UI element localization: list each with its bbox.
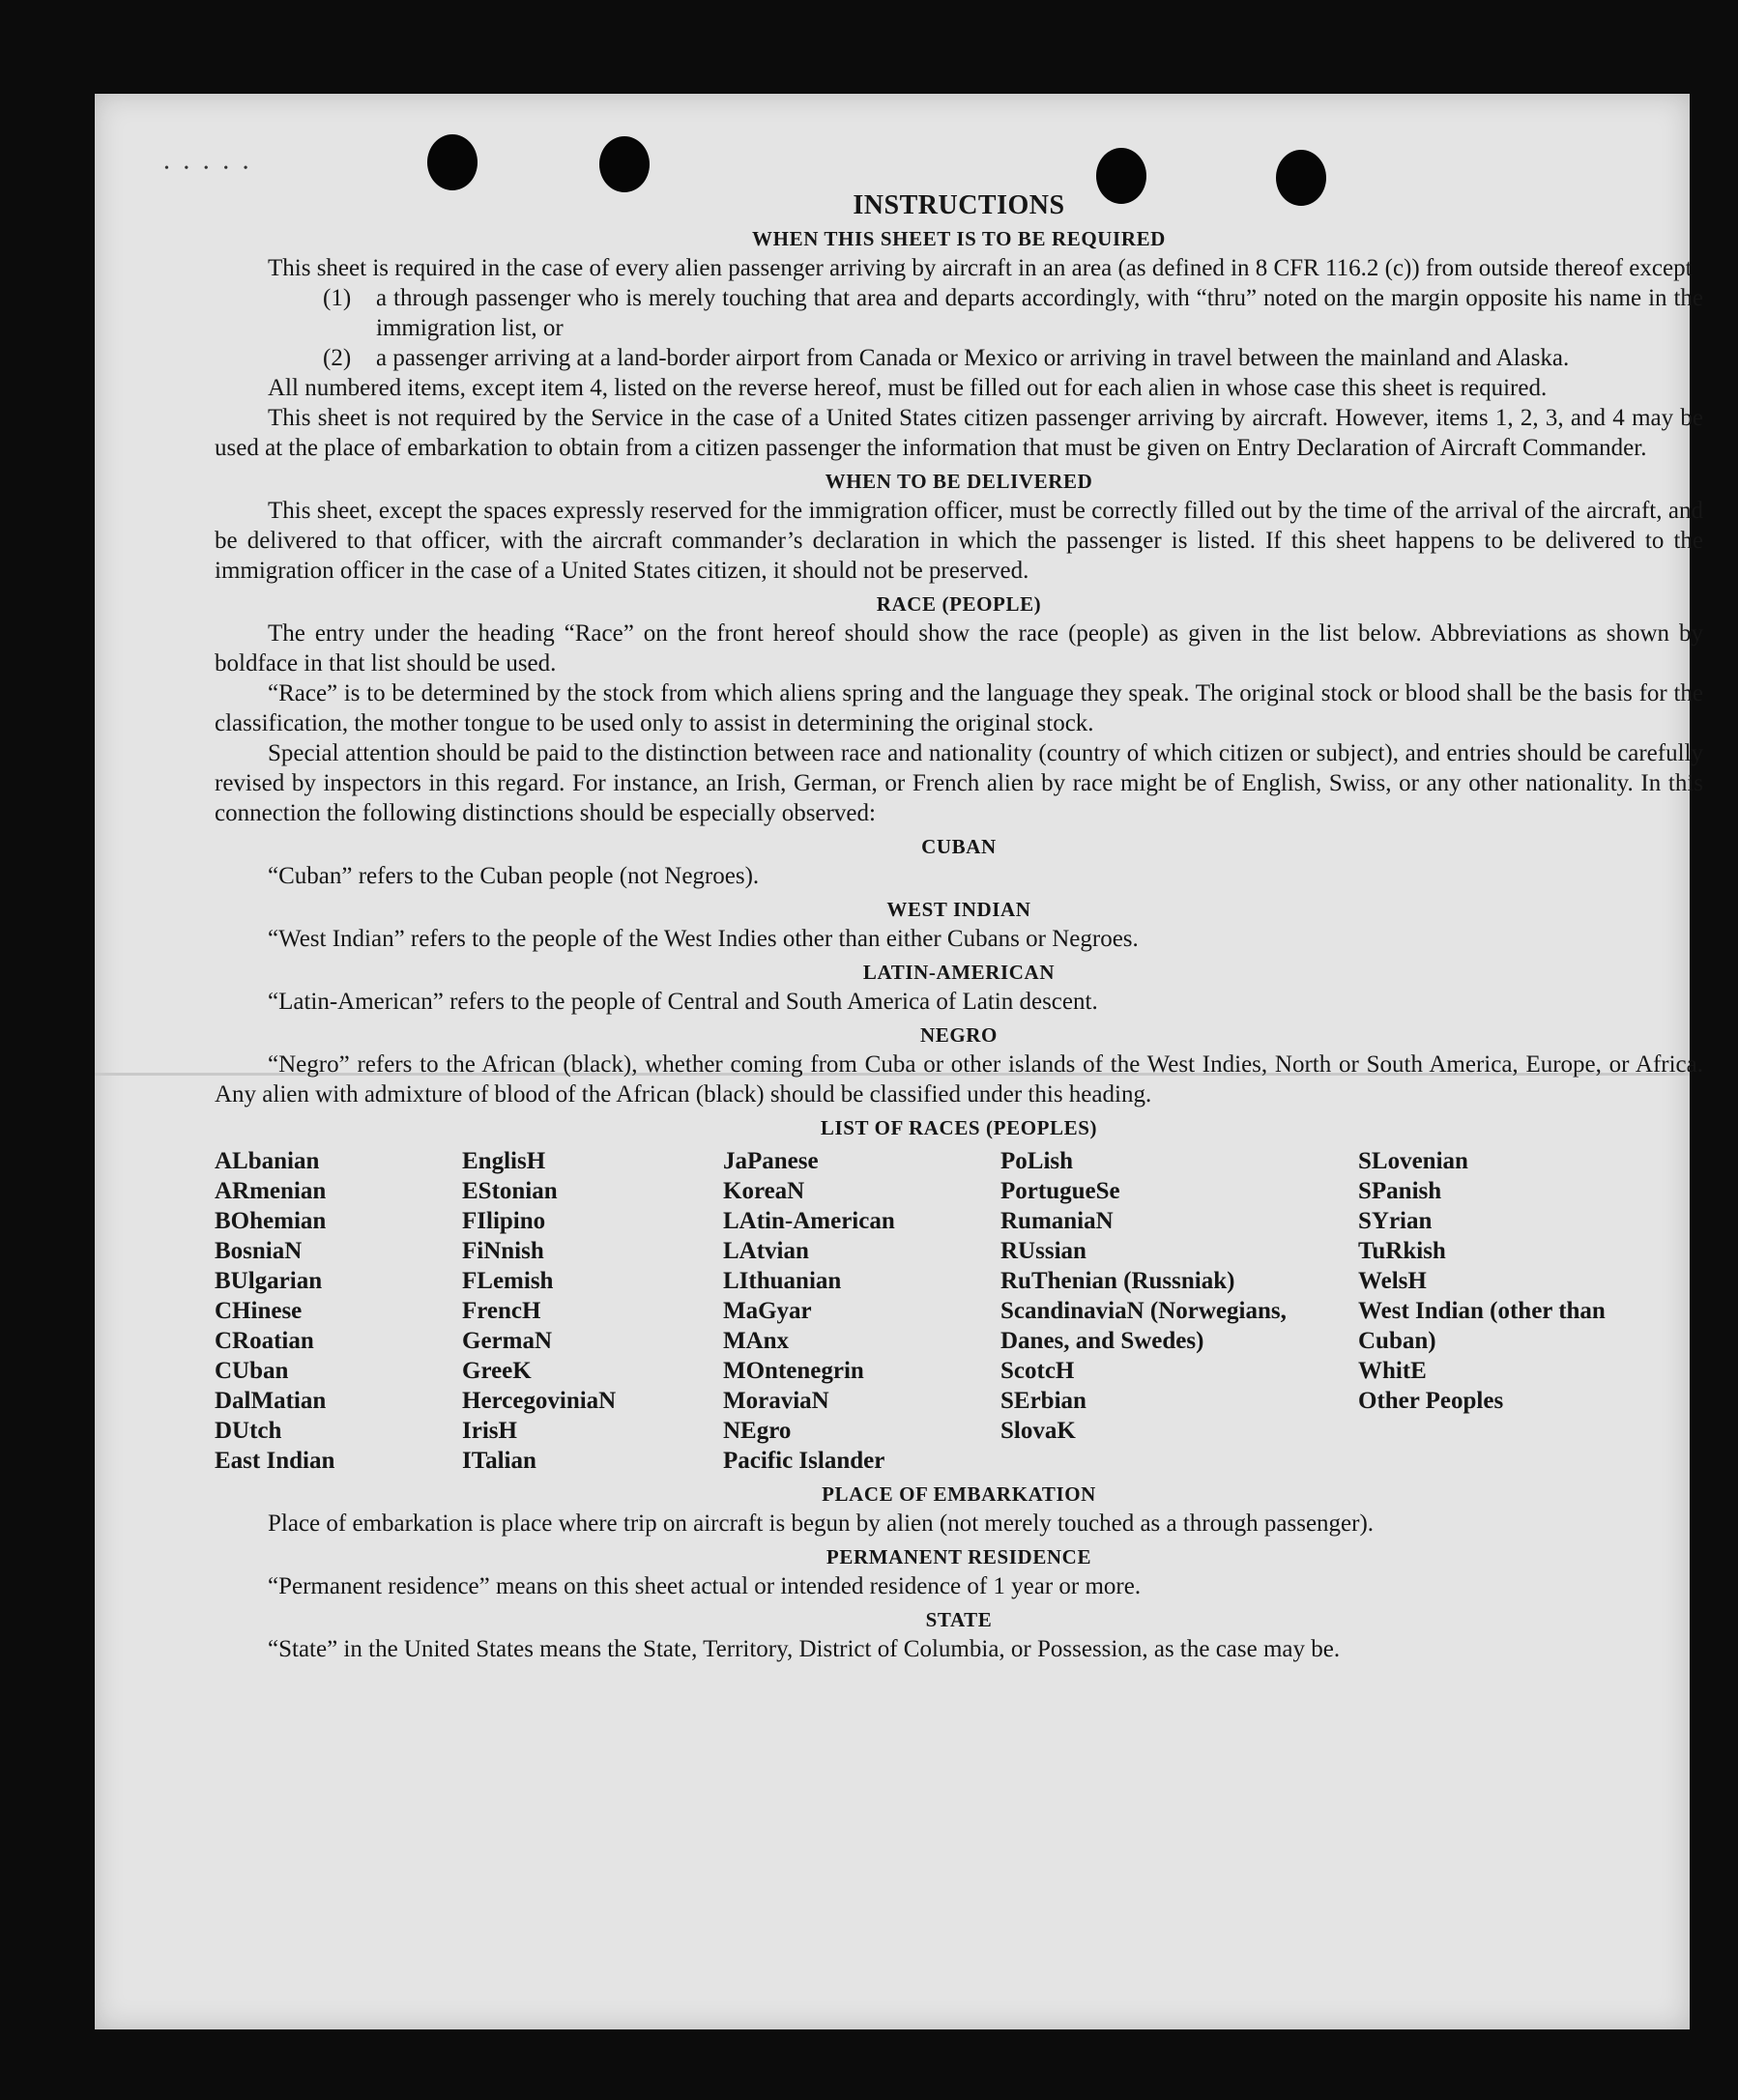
- race-item: BOhemian: [215, 1208, 327, 1234]
- section-heading-latin-american: LATIN-AMERICAN: [862, 961, 1056, 984]
- margin-dots: • • • • •: [164, 161, 254, 176]
- paragraph: The entry under the heading “Race” on the front hereof should show the race (people) as given in the list below. Abbreviations as shown by boldface in that list should be used.: [215, 620, 1703, 676]
- race-item: ARmenian: [215, 1178, 327, 1204]
- paragraph: “Permanent residence” means on this sheet actual or intended residence of 1 year or more.: [268, 1573, 1142, 1599]
- race-item: ScotcH: [1000, 1358, 1075, 1384]
- race-item: LAtvian: [723, 1238, 809, 1264]
- paragraph: “State” in the United States means the State, Territory, District of Columbia, or Possession, as the case may be.: [268, 1636, 1341, 1662]
- race-item: SYrian: [1358, 1208, 1433, 1234]
- paragraph: All numbered items, except item 4, listed on the reverse hereof, must be filled out for each alien in whose case this sheet is required.: [268, 375, 1548, 401]
- race-item: SPanish: [1358, 1178, 1442, 1204]
- race-item: RumaniaN: [1000, 1208, 1114, 1234]
- race-item: SlovaK: [1000, 1418, 1076, 1444]
- race-item: HercegoviniaN: [462, 1388, 617, 1414]
- race-item: TuRkish: [1358, 1238, 1446, 1264]
- paragraph: “Latin-American” refers to the people of Central and South America of Latin descent.: [268, 989, 1098, 1015]
- race-item: RUssian: [1000, 1238, 1086, 1264]
- race-item: PortugueSe: [1000, 1178, 1120, 1204]
- paragraph: This sheet is not required by the Service in the case of a United States citizen passenger arriving by aircraft. However, items 1, 2, 3, and 4 may be used at the place of embarkation to obtain from a citizen passenger the information that must be given on Entry Declaration of Aircraft Commander.: [215, 405, 1703, 461]
- race-item: MOntenegrin: [723, 1358, 864, 1384]
- paragraph: This sheet is required in the case of every alien passenger arriving by aircraft in an area (as defined in 8 CFR 116.2 (c)) from outside thereof except: [268, 255, 1693, 281]
- race-item: CRoatian: [215, 1328, 314, 1354]
- race-item: MoraviaN: [723, 1388, 829, 1414]
- section-heading-race: RACE (PEOPLE): [876, 592, 1042, 616]
- race-item: MaGyar: [723, 1298, 812, 1324]
- race-column: [723, 1146, 1000, 1476]
- race-item: CHinese: [215, 1298, 303, 1324]
- punch-hole: [599, 136, 650, 192]
- race-item: KoreaN: [723, 1178, 805, 1204]
- race-item: WelsH: [1358, 1268, 1427, 1294]
- section-heading-west-indian: WEST INDIAN: [886, 898, 1031, 921]
- paragraph: “West Indian” refers to the people of the West Indies other than either Cubans or Negroes.: [268, 926, 1139, 952]
- race-item: SLovenian: [1358, 1148, 1468, 1174]
- race-item: LIthuanian: [723, 1268, 842, 1294]
- race-item: JaPanese: [723, 1148, 819, 1174]
- paragraph: “Cuban” refers to the Cuban people (not Negroes).: [268, 863, 760, 889]
- race-item: SErbian: [1000, 1388, 1086, 1414]
- race-item: DalMatian: [215, 1388, 327, 1414]
- race-item: WhitE: [1358, 1358, 1427, 1384]
- race-item: NEgro: [723, 1418, 792, 1444]
- item-text: a passenger arriving at a land-border airport from Canada or Mexico or arriving in travel between the mainland and Alaska.: [376, 345, 1570, 371]
- section-heading-place-of-embarkation: PLACE OF EMBARKATION: [822, 1482, 1096, 1506]
- race-item: West Indian (other than Cuban): [1358, 1298, 1606, 1354]
- race-item: FrencH: [462, 1298, 541, 1324]
- section-heading-list-of-races: LIST OF RACES (PEOPLES): [820, 1116, 1098, 1139]
- paragraph: “Race” is to be determined by the stock from which aliens spring and the language they speak. The original stock or blood shall be the basis for the classification, the mother tongue to be used only to assist in determining the original stock.: [215, 680, 1703, 736]
- section-heading-state: STATE: [925, 1608, 993, 1631]
- race-item: East Indian: [215, 1448, 335, 1474]
- race-item: GreeK: [462, 1358, 532, 1384]
- race-item: EStonian: [462, 1178, 558, 1204]
- page-title: INSTRUCTIONS: [853, 190, 1065, 220]
- numbered-item: [323, 283, 1703, 343]
- race-item: IrisH: [462, 1418, 517, 1444]
- race-item: CUban: [215, 1358, 289, 1384]
- race-item: BosniaN: [215, 1238, 303, 1264]
- section-heading-when-required: WHEN THIS SHEET IS TO BE REQUIRED: [752, 227, 1166, 250]
- item-text: a through passenger who is merely touching that area and departs accordingly, with “thru” noted on the margin opposite his name in the immigration list, or: [376, 285, 1703, 341]
- document-page: [95, 94, 1703, 2029]
- race-item: ALbanian: [215, 1148, 320, 1174]
- section-heading-permanent-residence: PERMANENT RESIDENCE: [826, 1545, 1092, 1568]
- race-item: Other Peoples: [1358, 1388, 1504, 1414]
- race-item: BUlgarian: [215, 1268, 323, 1294]
- race-item: RuThenian (Russniak): [1000, 1268, 1235, 1294]
- punch-hole: [427, 134, 478, 190]
- race-item: PoLish: [1000, 1148, 1074, 1174]
- section-heading-when-delivered: WHEN TO BE DELIVERED: [825, 470, 1093, 493]
- paragraph: Place of embarkation is place where trip on aircraft is begun by alien (not merely touched as a through passenger).: [268, 1510, 1375, 1537]
- race-column: [462, 1146, 723, 1476]
- race-item: ScandinaviaN (Norwegians, Danes, and Swedes): [1000, 1298, 1287, 1354]
- paragraph: Special attention should be paid to the distinction between race and nationality (country of which citizen or subject), and entries should be carefully revised by inspectors in this regard. For instance, an Irish, German, or French alien by race might be of English, Swiss, or any other nationality. In this connection the following distinctions should be especially observed:: [215, 740, 1703, 826]
- race-item: DUtch: [215, 1418, 282, 1444]
- race-item: FiNnish: [462, 1238, 544, 1264]
- numbered-item: [323, 343, 1703, 373]
- race-item: LAtin-American: [723, 1208, 895, 1234]
- race-item: FIlipino: [462, 1208, 546, 1234]
- section-heading-cuban: CUBAN: [921, 835, 997, 858]
- race-item: GermaN: [462, 1328, 553, 1354]
- race-item: ITalian: [462, 1448, 536, 1474]
- section-heading-negro: NEGRO: [919, 1023, 998, 1047]
- item-number: (1): [323, 285, 352, 311]
- race-item: FLemish: [462, 1268, 554, 1294]
- race-column: [215, 1146, 462, 1476]
- race-item: EnglisH: [462, 1148, 546, 1174]
- instructions-content: [215, 190, 1703, 1664]
- race-item: Pacific Islander: [723, 1448, 885, 1474]
- race-column: [1358, 1146, 1677, 1476]
- paragraph: “Negro” refers to the African (black), whether coming from Cuba or other islands of the West Indies, North or South America, Europe, or Africa. Any alien with admixture of blood of the African (black) should be classified under this heading.: [215, 1051, 1703, 1108]
- paragraph: This sheet, except the spaces expressly reserved for the immigration officer, must be correctly filled out by the time of the arrival of the aircraft, and be delivered to that officer, with the aircraft commander’s declaration in which the passenger is listed. If this sheet happens to be delivered to the immigration officer in the case of a United States citizen, it should not be preserved.: [215, 498, 1703, 584]
- item-number: (2): [323, 345, 352, 371]
- race-item: MAnx: [723, 1328, 790, 1354]
- race-list: [215, 1146, 1703, 1476]
- race-column: [1000, 1146, 1358, 1476]
